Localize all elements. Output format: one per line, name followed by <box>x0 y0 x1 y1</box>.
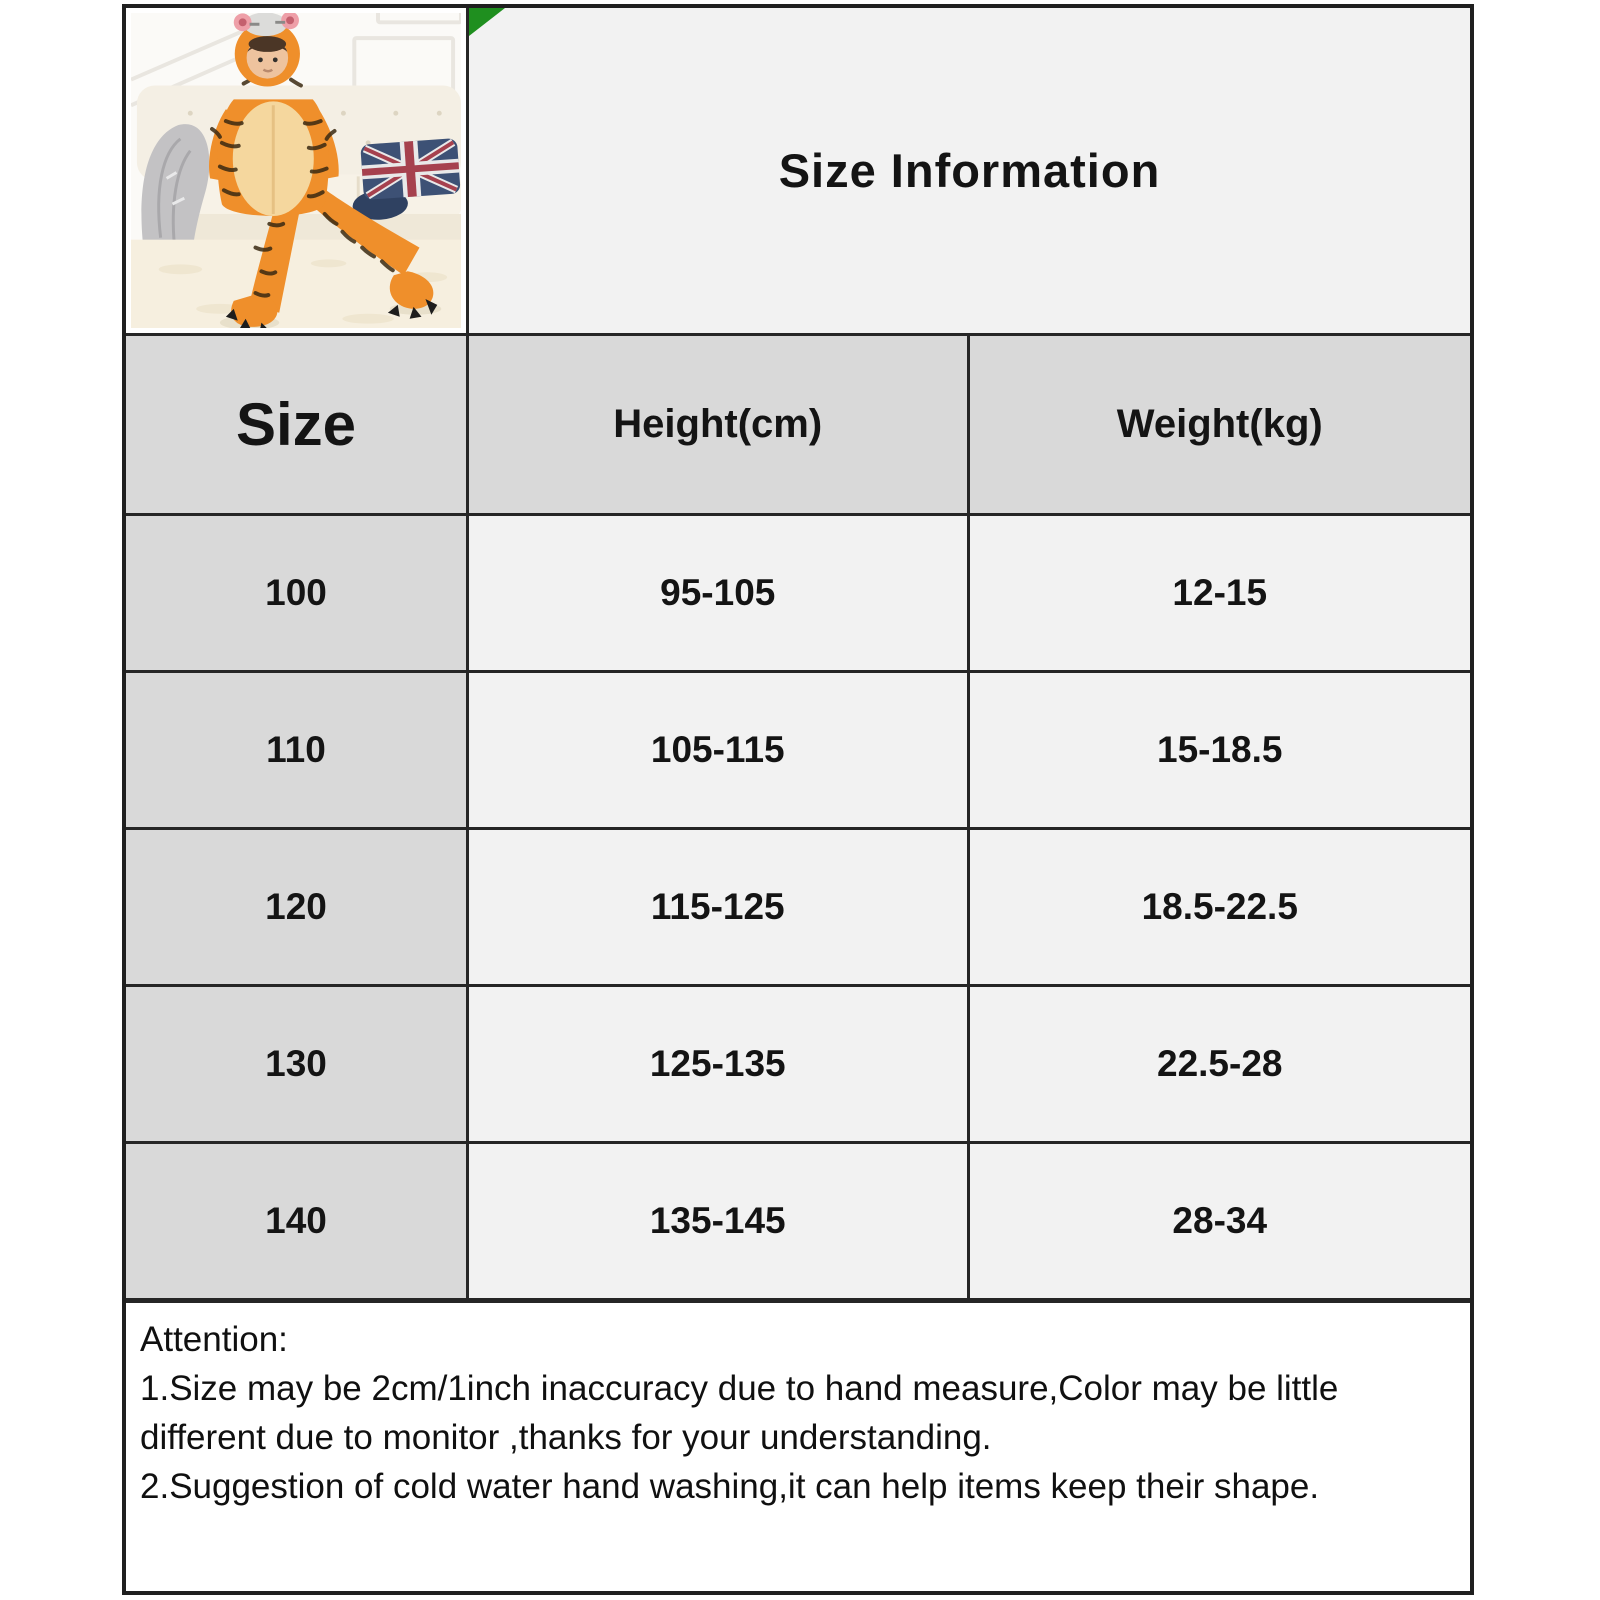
green-corner-marker-icon <box>469 8 505 36</box>
attention-line: different due to monitor ,thanks for your understanding. <box>140 1418 992 1457</box>
size-chart-panel <box>122 4 1474 1595</box>
header-size: Size <box>126 336 469 516</box>
table-row-size: 100 <box>126 516 469 673</box>
table-row-height: 95-105 <box>469 516 970 673</box>
attention-line: 1.Size may be 2cm/1inch inaccuracy due to hand measure,Color may be little <box>140 1369 1339 1408</box>
table-row-size: 140 <box>126 1144 469 1301</box>
table-row-weight: 28-34 <box>970 1144 1471 1301</box>
header-height: Height(cm) <box>469 336 970 516</box>
product-photo <box>131 13 461 328</box>
table-row-height: 115-125 <box>469 830 970 987</box>
table-row-size: 130 <box>126 987 469 1144</box>
table-row-size: 110 <box>126 673 469 830</box>
table-row-height: 125-135 <box>469 987 970 1144</box>
table-row-weight: 22.5-28 <box>970 987 1471 1144</box>
attention-heading: Attention: <box>140 1320 288 1359</box>
page-title: Size Information <box>778 144 1161 197</box>
header-weight: Weight(kg) <box>970 336 1471 516</box>
table-row-weight: 12-15 <box>970 516 1471 673</box>
table-row-weight: 18.5-22.5 <box>970 830 1471 987</box>
product-photo-cell <box>126 8 469 336</box>
table-row-size: 120 <box>126 830 469 987</box>
table-row-height: 105-115 <box>469 673 970 830</box>
table-row-height: 135-145 <box>469 1144 970 1301</box>
attention-note <box>126 1301 1470 1591</box>
size-table <box>126 8 1470 1301</box>
attention-line: 2.Suggestion of cold water hand washing,it can help items keep their shape. <box>140 1467 1320 1506</box>
table-row-weight: 15-18.5 <box>970 673 1471 830</box>
title-cell <box>469 8 1470 336</box>
